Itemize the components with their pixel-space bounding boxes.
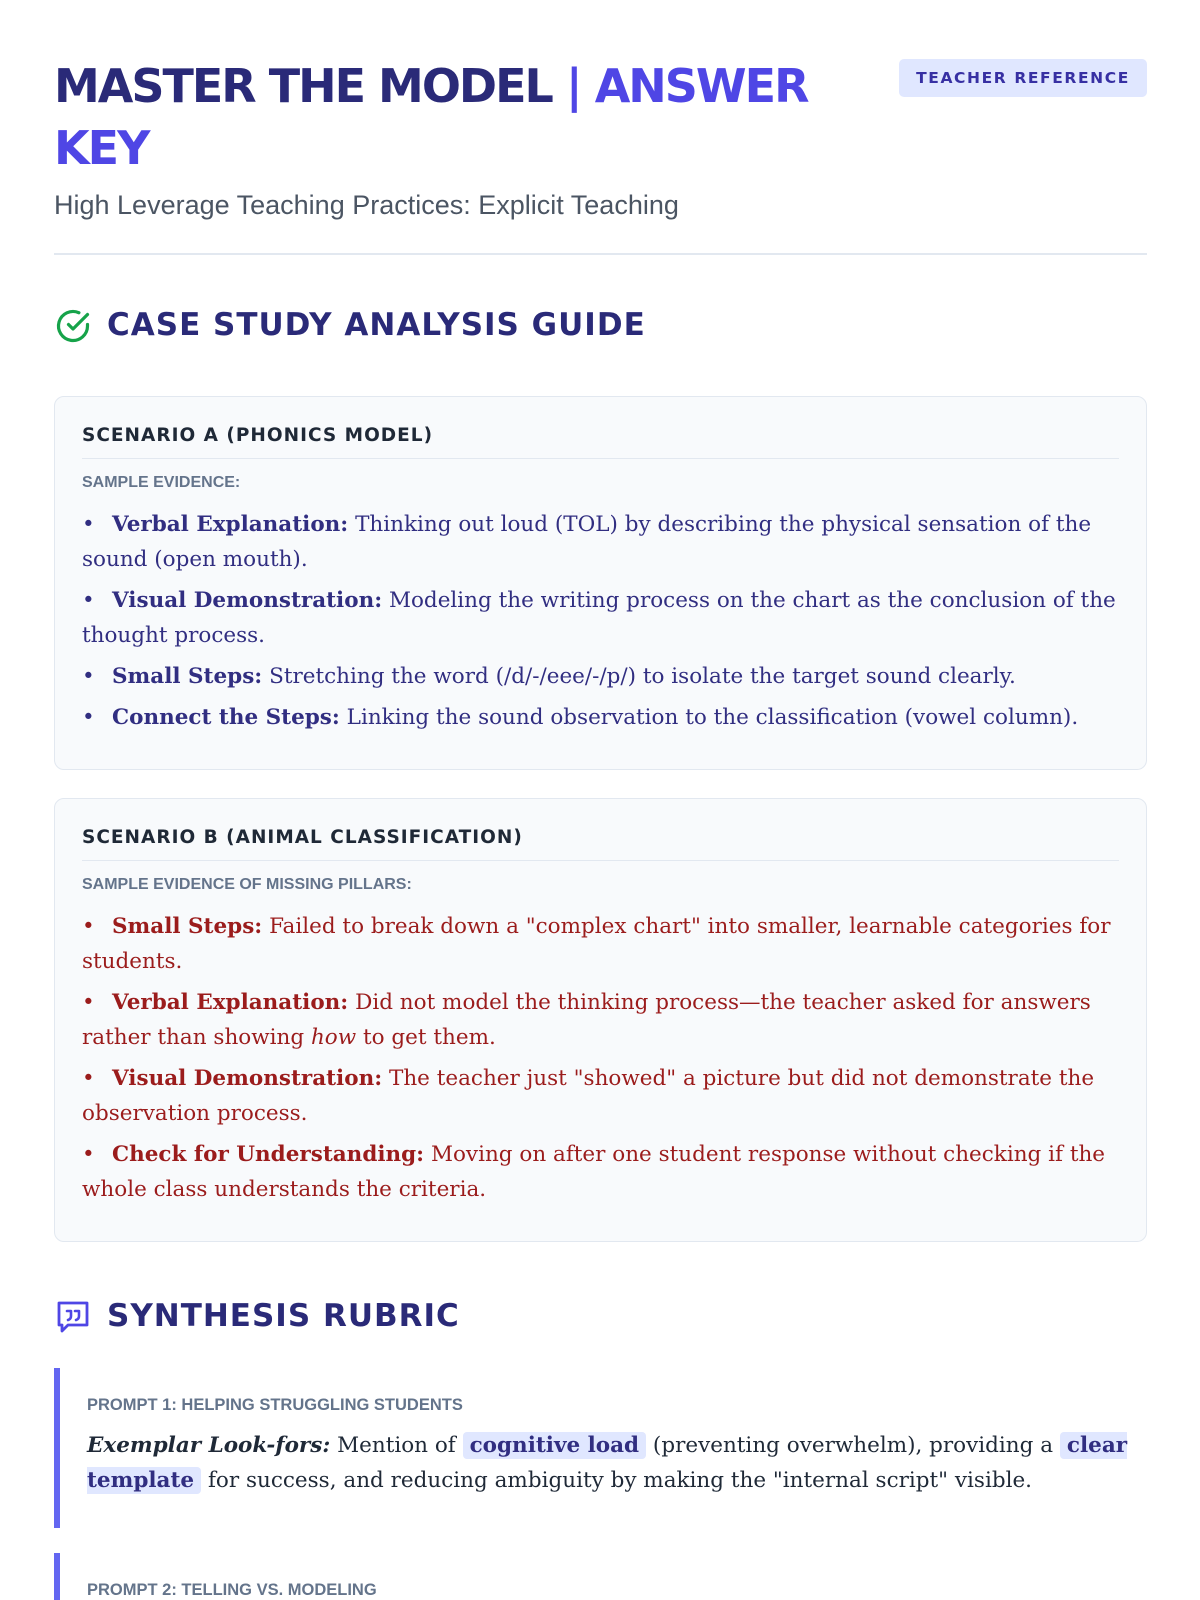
prompt-2	[54, 1553, 1147, 1600]
page-header	[54, 50, 1147, 255]
title-accent: | ANSWER KEY	[54, 59, 808, 175]
teacher-reference-badge: TEACHER REFERENCE	[899, 59, 1147, 97]
scenario-a-title: SCENARIO A (PHONICS MODEL)	[82, 424, 1119, 459]
synthesis-title: SYNTHESIS RUBRIC	[107, 1298, 460, 1334]
case-study-title: CASE STUDY ANALYSIS GUIDE	[107, 307, 646, 343]
page-subtitle: High Leverage Teaching Practices: Explicit Teaching	[54, 190, 679, 220]
list-item: • Small Steps: Stretching the word (/d/-/eee/-/p/) to isolate the target sound clearly.	[82, 664, 1016, 689]
list-item: • Verbal Explanation: Thinking out loud (TOL) by describing the physical sensation of the sound (open mouth).	[82, 512, 1092, 572]
list-item: • Check for Understanding: Moving on after one student response without checking if the whole class understands the criteria.	[82, 1142, 1106, 1202]
prompt-2-label: PROMPT 2: TELLING VS. MODELING	[87, 1581, 377, 1599]
highlight-term: cognitive load	[463, 1432, 647, 1459]
scenario-b-card	[54, 798, 1147, 1242]
list-item: • Small Steps: Failed to break down a "complex chart" into smaller, learnable categories for students.	[82, 914, 1111, 974]
quote-message-icon	[54, 1298, 92, 1336]
page-title	[54, 55, 854, 179]
scenario-a-label: SAMPLE EVIDENCE:	[82, 474, 241, 491]
scenario-b-title: SCENARIO B (ANIMAL CLASSIFICATION)	[82, 826, 1119, 861]
prompt-1-body: Exemplar Look-fors: Mention of cognitive load (preventing overwhelm), providing a clear template for success, and reducing ambiguity by making the "internal script" visible.	[87, 1433, 1128, 1493]
list-item: • Verbal Explanation: Did not model the thinking process—the teacher asked for answers rather than showing how to get them.	[82, 990, 1091, 1050]
answer-key-page	[54, 0, 1147, 1600]
list-item: • Visual Demonstration: The teacher just "showed" a picture but did not demonstrate the observation process.	[82, 1066, 1095, 1126]
title-main: MASTER THE MODEL	[54, 59, 552, 113]
highlight-term: clear template	[87, 1433, 1128, 1493]
list-item: • Visual Demonstration: Modeling the writing process on the chart as the conclusion of the thought process.	[82, 588, 1116, 648]
prompt-1	[54, 1368, 1147, 1528]
scenario-b-label: SAMPLE EVIDENCE OF MISSING PILLARS:	[82, 876, 412, 893]
scenario-b-list	[82, 909, 1119, 1207]
check-circle-icon	[54, 307, 92, 345]
scenario-a-list	[82, 507, 1119, 735]
prompt-1-label: PROMPT 1: HELPING STRUGGLING STUDENTS	[87, 1396, 463, 1414]
scenario-a-card	[54, 396, 1147, 770]
list-item: • Connect the Steps: Linking the sound observation to the classification (vowel column).	[82, 705, 1079, 730]
